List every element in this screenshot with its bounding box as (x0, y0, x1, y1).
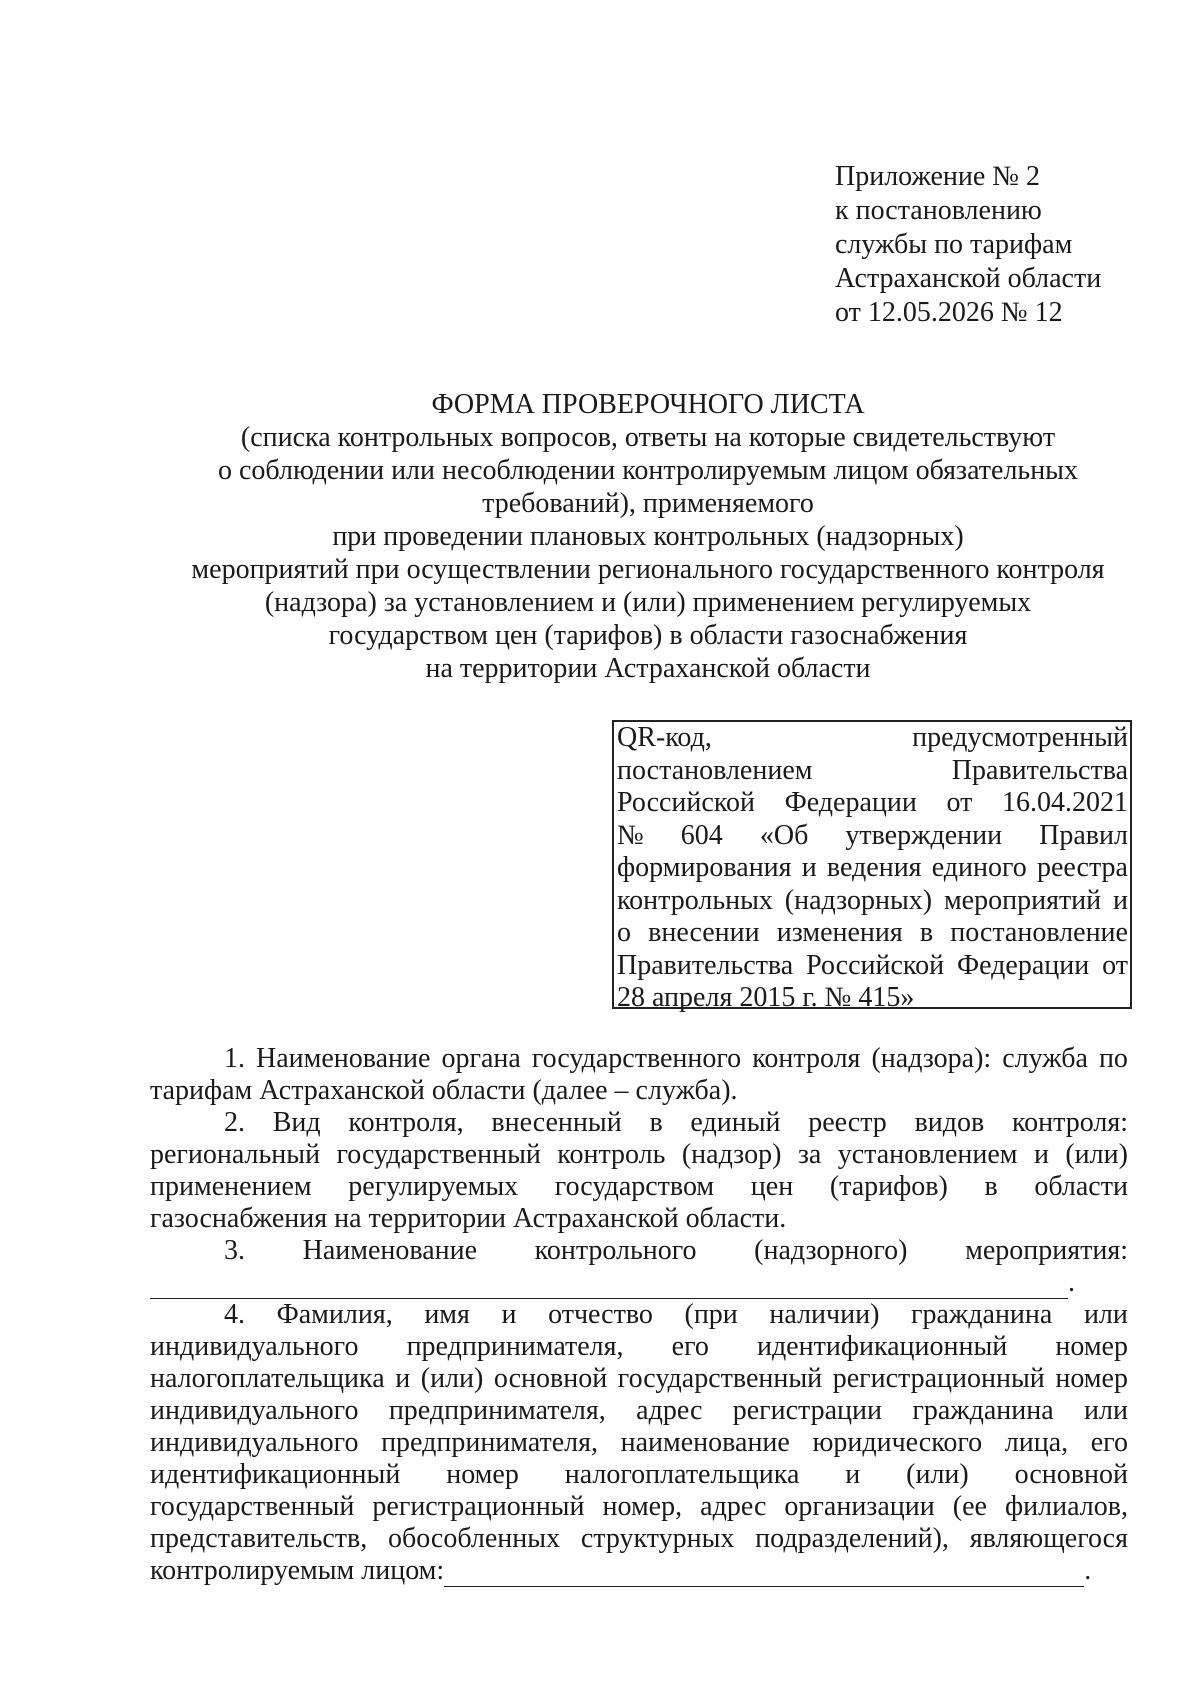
qr-box-word: 604 (680, 819, 723, 851)
w: основной (1014, 1459, 1128, 1490)
w: реестр (808, 1107, 887, 1138)
qr-box-word: от (1102, 949, 1128, 981)
qr-box-word: предусмотренный (912, 722, 1128, 753)
qr-box-word: 16.04.2021 (1001, 787, 1128, 818)
w: индивидуального (150, 1395, 359, 1426)
item-2-line (150, 1107, 1128, 1139)
w: подразделений), (755, 1523, 949, 1554)
w: предпринимателя, (381, 1427, 599, 1458)
qr-box-word: от (946, 787, 973, 818)
form-body (150, 1043, 1128, 1587)
w: номер (1055, 1363, 1128, 1394)
w: органа (441, 1043, 521, 1074)
w: в (649, 1107, 663, 1138)
qr-box-word: ведения (826, 852, 922, 883)
w: филиалов, (1005, 1491, 1128, 1522)
qr-box-word: Федерации (784, 787, 917, 818)
w: наличии) (769, 1299, 880, 1330)
w: или (1084, 1395, 1128, 1426)
w: (или) (1065, 1139, 1128, 1170)
w: 3. (224, 1235, 245, 1266)
qr-box-line (617, 722, 1128, 755)
qr-box-word: Российской (806, 949, 945, 981)
w: (надзорного) (754, 1235, 908, 1266)
qr-box-word: мероприятий (943, 884, 1102, 916)
w: региональный (150, 1139, 321, 1170)
w: применением (150, 1171, 312, 1202)
form-title (150, 388, 1146, 685)
qr-box-word: контрольных (617, 884, 773, 916)
qr-box-word: постановление (950, 917, 1128, 948)
qr-box-line (617, 755, 1128, 788)
form-heading: ФОРМА ПРОВЕРОЧНОГО ЛИСТА (431, 389, 865, 420)
title-line: о соблюдении или несоблюдении контролируемым лицом обязательных (218, 455, 1078, 486)
w: основной (493, 1363, 608, 1394)
w: юридического (812, 1427, 983, 1458)
w: (надзора): (871, 1043, 992, 1074)
w: индивидуального (150, 1427, 359, 1458)
item-4-line (150, 1427, 1128, 1459)
w: его (671, 1331, 709, 1362)
w: его (1090, 1427, 1128, 1458)
w: имя (424, 1299, 470, 1330)
qr-box-word: (надзорных) (784, 884, 933, 916)
w: государством (554, 1171, 715, 1202)
w: являющегося (969, 1523, 1128, 1554)
w: служба (1002, 1043, 1088, 1074)
qr-box-word: Правительства (951, 754, 1128, 786)
w: Наименование (256, 1043, 431, 1074)
w: структурных (580, 1523, 735, 1554)
w: (тарифов) (829, 1171, 948, 1202)
w: видов (914, 1107, 985, 1138)
item-4-line (150, 1459, 1128, 1491)
item-4-line (150, 1395, 1128, 1427)
w: Фамилия, (276, 1299, 393, 1330)
w: области (1034, 1171, 1128, 1202)
fill-in-blank[interactable] (444, 1562, 1084, 1587)
item-3-blank-line (150, 1267, 1128, 1299)
item-4-line (150, 1491, 1128, 1523)
item-1-line (150, 1043, 1128, 1075)
qr-box-word: постановлением (617, 754, 813, 786)
w: по (1098, 1043, 1128, 1074)
w: и (395, 1363, 411, 1394)
w: в (984, 1171, 998, 1202)
appendix-header (835, 160, 1101, 330)
title-line: на территории Астраханской области (425, 653, 871, 684)
qr-code-box (612, 720, 1132, 1013)
w: и (501, 1299, 517, 1330)
appendix-line: от 12.05.2026 № 12 (835, 297, 1063, 328)
w: 2. (224, 1107, 245, 1138)
title-line: требований), применяемого (482, 488, 814, 519)
w: государственный (150, 1491, 355, 1522)
item-2-line (150, 1171, 1128, 1203)
item-4-line (150, 1363, 1128, 1395)
qr-box-word: утверждении (845, 819, 1003, 851)
w: (надзор) (681, 1139, 782, 1170)
w: представительств, (150, 1523, 368, 1554)
qr-box-word: и (1113, 884, 1128, 916)
w: контроля: (1011, 1107, 1128, 1138)
qr-box-word: внесении (648, 917, 760, 948)
w: или (1083, 1299, 1128, 1330)
qr-box-line (617, 820, 1128, 853)
w: государственный (617, 1363, 823, 1394)
w: идентификационный (150, 1459, 401, 1490)
item-4-line (150, 1299, 1128, 1331)
qr-box-word: Федерации (956, 949, 1090, 981)
title-line: при проведении плановых контрольных (надзорных) (332, 521, 964, 552)
w: (или) (906, 1459, 969, 1490)
line-end-dot: . (1068, 1267, 1075, 1298)
qr-box-word: QR-код, (617, 722, 712, 753)
w: регистрации (732, 1395, 883, 1426)
item-2-line: газоснабжения на территории Астраханской области. (150, 1203, 787, 1234)
title-line: (списка контрольных вопросов, ответы на которые свидетельствуют (240, 422, 1056, 453)
qr-box-last-line: 28 апреля 2015 г. № 415» (617, 982, 915, 1013)
w: 1. (224, 1043, 245, 1074)
fill-in-blank[interactable] (150, 1274, 1068, 1299)
w: мероприятия: (965, 1235, 1128, 1266)
qr-box-word: Правительства (617, 949, 794, 981)
w: регулируемых (348, 1171, 519, 1202)
w: (при (684, 1299, 738, 1330)
item-4-line (150, 1523, 1128, 1555)
qr-box-line (617, 852, 1128, 885)
qr-box-line (617, 787, 1128, 820)
title-line: государством цен (тарифов) в области газоснабжения (328, 620, 968, 651)
w: предпринимателя, (406, 1331, 624, 1362)
w: (или) (420, 1363, 484, 1394)
w: контроля (752, 1043, 861, 1074)
appendix-line: Приложение № 2 (835, 161, 1040, 192)
w: гражданина (911, 1299, 1053, 1330)
w: номер, (602, 1491, 683, 1522)
appendix-line: Астраханской области (835, 263, 1102, 294)
qr-box-word: в (919, 917, 934, 948)
w: предпринимателя, (388, 1395, 606, 1426)
item-4-last-line (150, 1555, 1128, 1587)
qr-box-word: единого (931, 852, 1027, 883)
qr-box-line (617, 885, 1128, 918)
w: цен (750, 1171, 794, 1202)
w: обособленных (387, 1523, 561, 1554)
w: адрес (636, 1395, 703, 1426)
qr-box-word: изменения (776, 917, 903, 948)
appendix-line: к постановлению (835, 195, 1042, 226)
qr-box-line (617, 917, 1128, 950)
qr-box-word: «Об (759, 819, 809, 851)
qr-box-word: о (617, 917, 631, 948)
w: отчество (548, 1299, 653, 1330)
w: установлением (837, 1139, 1018, 1170)
w: государственного (531, 1043, 742, 1074)
w: 4. (224, 1299, 245, 1330)
w: регистрационный (832, 1363, 1045, 1394)
w: единый (690, 1107, 781, 1138)
w: организации (784, 1491, 935, 1522)
qr-box-word: Правил (1039, 819, 1128, 851)
qr-box-word: реестра (1037, 852, 1128, 883)
w: контроля, (348, 1107, 464, 1138)
w: и (845, 1459, 861, 1490)
w: (ее (952, 1491, 987, 1522)
w: внесенный (491, 1107, 622, 1138)
w: Наименование (302, 1235, 478, 1266)
w: номер (1055, 1331, 1128, 1362)
w: индивидуального (150, 1331, 359, 1362)
item-4-label: контролируемым лицом: (150, 1555, 445, 1586)
w: Вид (272, 1107, 321, 1138)
line-end-dot: . (1084, 1555, 1092, 1586)
w: адрес (700, 1491, 767, 1522)
item-2-line (150, 1139, 1128, 1171)
w: регистрационный (372, 1491, 585, 1522)
qr-box-word: и (801, 852, 817, 883)
w: налогоплательщика (150, 1363, 385, 1394)
qr-box-word: № (617, 819, 644, 851)
item-1-line: тарифам Астраханской области (далее – служба). (150, 1075, 738, 1106)
w: за (797, 1139, 822, 1170)
w: и (1033, 1139, 1049, 1170)
title-line: мероприятий при осуществлении регионального государственного контроля (191, 554, 1105, 585)
qr-box-word: Российской (617, 787, 755, 818)
w: наименование (620, 1427, 790, 1458)
w: государственный (336, 1139, 541, 1170)
appendix-line: службы по тарифам (835, 229, 1073, 260)
w: номер (446, 1459, 519, 1490)
w: налогоплательщика (564, 1459, 800, 1490)
qr-box-word: формирования (617, 852, 792, 883)
w: контрольного (534, 1235, 697, 1266)
title-line: (надзора) за установлением и (или) применением регулируемых (264, 587, 1032, 618)
w: гражданина (912, 1395, 1054, 1426)
w: идентификационный (756, 1331, 1008, 1362)
item-3-line (150, 1235, 1128, 1267)
qr-box-line (617, 950, 1128, 983)
w: лица, (1004, 1427, 1069, 1458)
w: контроль (557, 1139, 666, 1170)
item-4-line (150, 1331, 1128, 1363)
